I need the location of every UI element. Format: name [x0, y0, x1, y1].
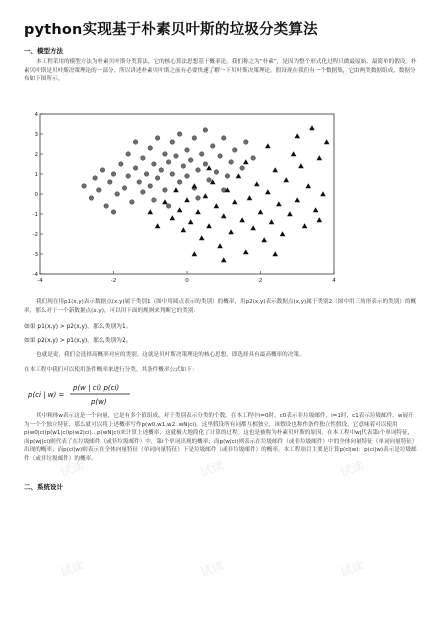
data-point-triangle — [206, 165, 212, 170]
data-point-triangle — [313, 207, 319, 212]
data-point-triangle — [192, 183, 198, 188]
data-point-circle — [166, 204, 171, 209]
data-point-circle — [89, 196, 94, 201]
data-point-triangle — [228, 229, 234, 234]
data-point-circle — [166, 160, 171, 165]
data-point-circle — [181, 164, 186, 169]
data-point-triangle — [265, 143, 271, 148]
plot-frame — [40, 114, 334, 274]
data-point-triangle — [287, 211, 293, 216]
data-point-triangle — [258, 209, 264, 214]
data-point-triangle — [317, 217, 323, 222]
y-tick-label: -1 — [32, 212, 38, 218]
data-point-triangle — [294, 197, 300, 202]
y-tick-label: 1 — [34, 172, 38, 178]
data-point-circle — [221, 136, 226, 141]
data-point-circle — [244, 140, 249, 145]
data-point-circle — [144, 172, 149, 177]
data-point-triangle — [280, 231, 286, 236]
data-point-triangle — [162, 199, 168, 204]
data-point-triangle — [181, 227, 187, 232]
data-point-circle — [174, 154, 179, 159]
data-point-circle — [141, 190, 146, 195]
data-point-triangle — [221, 213, 227, 218]
watermark: 试读 — [198, 558, 226, 580]
data-point-circle — [111, 172, 116, 177]
data-point-triangle — [317, 155, 323, 160]
data-point-triangle — [236, 173, 242, 178]
data-point-circle — [207, 178, 212, 183]
data-point-triangle — [192, 251, 198, 256]
data-point-triangle — [294, 133, 300, 138]
data-point-circle — [232, 148, 237, 153]
data-point-circle — [185, 174, 190, 179]
data-point-triangle — [173, 187, 179, 192]
y-tick-label: -2 — [32, 232, 38, 238]
data-point-circle — [170, 172, 175, 177]
watermark: 试读 — [338, 558, 366, 580]
data-point-circle — [97, 188, 102, 193]
y-tick-label: -4 — [32, 272, 38, 278]
data-point-circle — [203, 128, 208, 133]
section-heading-design: 二、系统设计 — [24, 483, 63, 491]
y-tick-label: 3 — [34, 132, 38, 138]
data-point-circle — [130, 200, 135, 205]
data-point-triangle — [261, 237, 267, 242]
data-point-circle — [159, 168, 164, 173]
paragraph-conditional: 在本工程中我们可以使用条件概率来进行分类。其条件概率公式如下： — [24, 367, 198, 373]
data-point-triangle — [309, 125, 315, 130]
data-point-circle — [203, 162, 208, 167]
data-point-triangle — [188, 219, 194, 224]
bayes-formula — [26, 380, 136, 408]
data-point-circle — [218, 154, 223, 159]
data-point-circle — [141, 156, 146, 161]
x-tick-label: 2 — [258, 278, 263, 284]
data-point-triangle — [272, 251, 278, 256]
watermark: 试读 — [338, 458, 366, 480]
data-point-circle — [196, 168, 201, 173]
data-point-triangle — [155, 223, 161, 228]
data-point-circle — [137, 180, 142, 185]
watermark: 试读 — [198, 58, 226, 80]
data-point-triangle — [305, 183, 311, 188]
data-point-triangle — [247, 195, 253, 200]
data-point-circle — [196, 196, 201, 201]
x-tick-label: -4 — [37, 278, 43, 284]
data-point-triangle — [239, 217, 245, 222]
y-tick-label: 4 — [34, 112, 38, 118]
data-point-triangle — [272, 167, 278, 172]
document-title: python实现基于朴素贝叶斯的垃圾分类算法 — [24, 22, 318, 38]
data-point-circle — [210, 144, 215, 149]
data-point-circle — [133, 140, 138, 145]
data-point-circle — [104, 204, 109, 209]
data-point-circle — [119, 162, 124, 167]
y-tick-label: 2 — [34, 152, 38, 158]
data-point-circle — [225, 174, 230, 179]
data-point-triangle — [217, 243, 223, 248]
y-tick-label: -3 — [32, 252, 38, 258]
data-point-circle — [177, 132, 182, 137]
data-point-triangle — [177, 207, 183, 212]
data-point-circle — [100, 168, 105, 173]
y-tick-label: 0 — [34, 192, 38, 198]
paragraph-probability: 我们现在用p1(x,y)表示数据点(x,y)属于类别1（图中用圆点表示的类别）的概率，用p2(x,y)表示数据点(x,y)属于类别2（图中用三角形表示的类别）的概率，那么对于一个新数据点(x,y)，可以用下面的规则来判断它的类别： — [24, 299, 417, 314]
data-point-circle — [152, 198, 157, 203]
data-point-triangle — [298, 163, 304, 168]
data-point-triangle — [147, 209, 153, 214]
formula-lhs: p(ci | w) = — [28, 391, 65, 399]
data-point-triangle — [302, 223, 308, 228]
formula-numerator: p(w | ci) p(ci) — [73, 384, 120, 392]
watermark: 试读 — [338, 58, 366, 80]
x-tick-label: 4 — [332, 278, 336, 284]
data-point-circle — [170, 140, 175, 145]
data-point-circle — [177, 180, 182, 185]
data-point-circle — [192, 136, 197, 141]
watermark: 试读 — [58, 58, 86, 80]
data-point-circle — [199, 152, 204, 157]
data-point-triangle — [250, 225, 256, 230]
data-point-circle — [188, 158, 193, 163]
data-point-triangle — [320, 191, 326, 196]
data-point-circle — [148, 184, 153, 189]
watermark: 试读 — [58, 458, 86, 480]
data-point-circle — [122, 186, 127, 191]
data-point-circle — [155, 136, 160, 141]
paragraph-decision: 也就是说，我们会选择高概率对应的类别。这就是贝叶斯决策理论的核心思想，即选择具有最高概率的决策。 — [36, 352, 305, 358]
watermark: 试读 — [198, 458, 226, 480]
data-point-triangle — [184, 197, 190, 202]
x-tick-label: -2 — [110, 278, 117, 284]
data-point-circle — [115, 192, 120, 197]
data-point-triangle — [214, 203, 220, 208]
paragraph-explanation: 其中粗体w表示这是一个向量，它是有多个值组成。对于类别表示分类的个数，在本工程中i=0时，c0表示非垃圾邮件，i=1时，c1表示垃圾邮件。w展开为一个个独立特征，那么就可以将上述概率写作p(w0,w1,w2..wN|ci)。这里假设所有词都互相独立，该假设也称作条件独立性假设，它意味着可以使用p(w0|ci)p(w1|ci)p(w2|ci)...p(wN|ci)来计算上述概率，这就极大地简化了计算的过程。这也是被称为朴素贝叶斯的原因。在本工程中wj代表第i个单词特征，而p(wj|ci)则代表了在垃圾邮件（或非垃圾邮件）中，第i个单词出现的概率；而p(w|ci)则表示在垃圾邮件（或非垃圾邮件）中的全体向量特征（单词向量特征）出现的概率；而p(ci|w)则表示在全体向量特征（单词向量特征）下是垃圾邮件（或非垃圾邮件）的概率。本工程项目主要是计算p(ci|w)：p(ci|w)表示是垃圾邮件（或非垃圾邮件）的概率。 — [24, 413, 418, 462]
data-point-triangle — [232, 199, 238, 204]
data-point-triangle — [170, 215, 176, 220]
data-point-triangle — [283, 177, 289, 182]
rule-class-1: 如果 p1(x,y) > p2(x,y)，那么类别为1。 — [24, 324, 132, 330]
scatter-plot-svg — [28, 110, 340, 290]
rule-class-2: 如果 p2(x,y) > p1(x,y)，那么类别为2。 — [24, 338, 132, 344]
data-point-circle — [163, 188, 168, 193]
data-point-circle — [82, 184, 87, 189]
data-point-triangle — [243, 249, 249, 254]
data-point-circle — [108, 180, 113, 185]
scatter-plot — [28, 110, 340, 290]
paragraph-intro: 本工程采用的模型方法为朴素贝叶斯分类算法，它的核心算法思想基于概率论。我们称之为“朴素”，是因为整个形式化过程只做最原始、最简单的假设。朴素贝叶斯是贝叶斯决策理论的一部分，所以讲述朴素贝叶斯之前有必要快速了解一下贝叶斯决策理论。假设现在我们有一个数据集，它由两类数据组成，数据分布如下图所示。 — [24, 59, 417, 83]
data-point-triangle — [243, 159, 249, 164]
data-point-circle — [133, 166, 138, 171]
data-point-triangle — [206, 223, 212, 228]
data-point-triangle — [291, 151, 297, 156]
data-point-circle — [155, 176, 160, 181]
data-point-triangle — [254, 181, 260, 186]
data-point-circle — [229, 160, 234, 165]
section-heading-model: 一、模型方法 — [24, 47, 63, 55]
data-point-circle — [152, 162, 157, 167]
data-point-circle — [163, 152, 168, 157]
data-point-triangle — [195, 209, 201, 214]
data-point-circle — [126, 174, 131, 179]
data-point-triangle — [221, 257, 227, 262]
watermark: 试读 — [58, 558, 86, 580]
data-point-circle — [93, 176, 98, 181]
data-point-circle — [185, 148, 190, 153]
data-point-circle — [251, 156, 256, 161]
formula-denominator: p(w) — [91, 398, 107, 406]
data-point-triangle — [276, 201, 282, 206]
data-point-triangle — [265, 189, 271, 194]
data-point-circle — [240, 166, 245, 171]
data-point-circle — [148, 146, 153, 151]
data-point-triangle — [324, 139, 330, 144]
data-point-circle — [214, 170, 219, 175]
x-tick-label: 0 — [185, 278, 189, 284]
data-point-circle — [126, 152, 131, 157]
data-point-triangle — [199, 235, 205, 240]
data-point-circle — [111, 210, 116, 215]
data-point-triangle — [269, 219, 275, 224]
data-point-triangle — [203, 193, 209, 198]
